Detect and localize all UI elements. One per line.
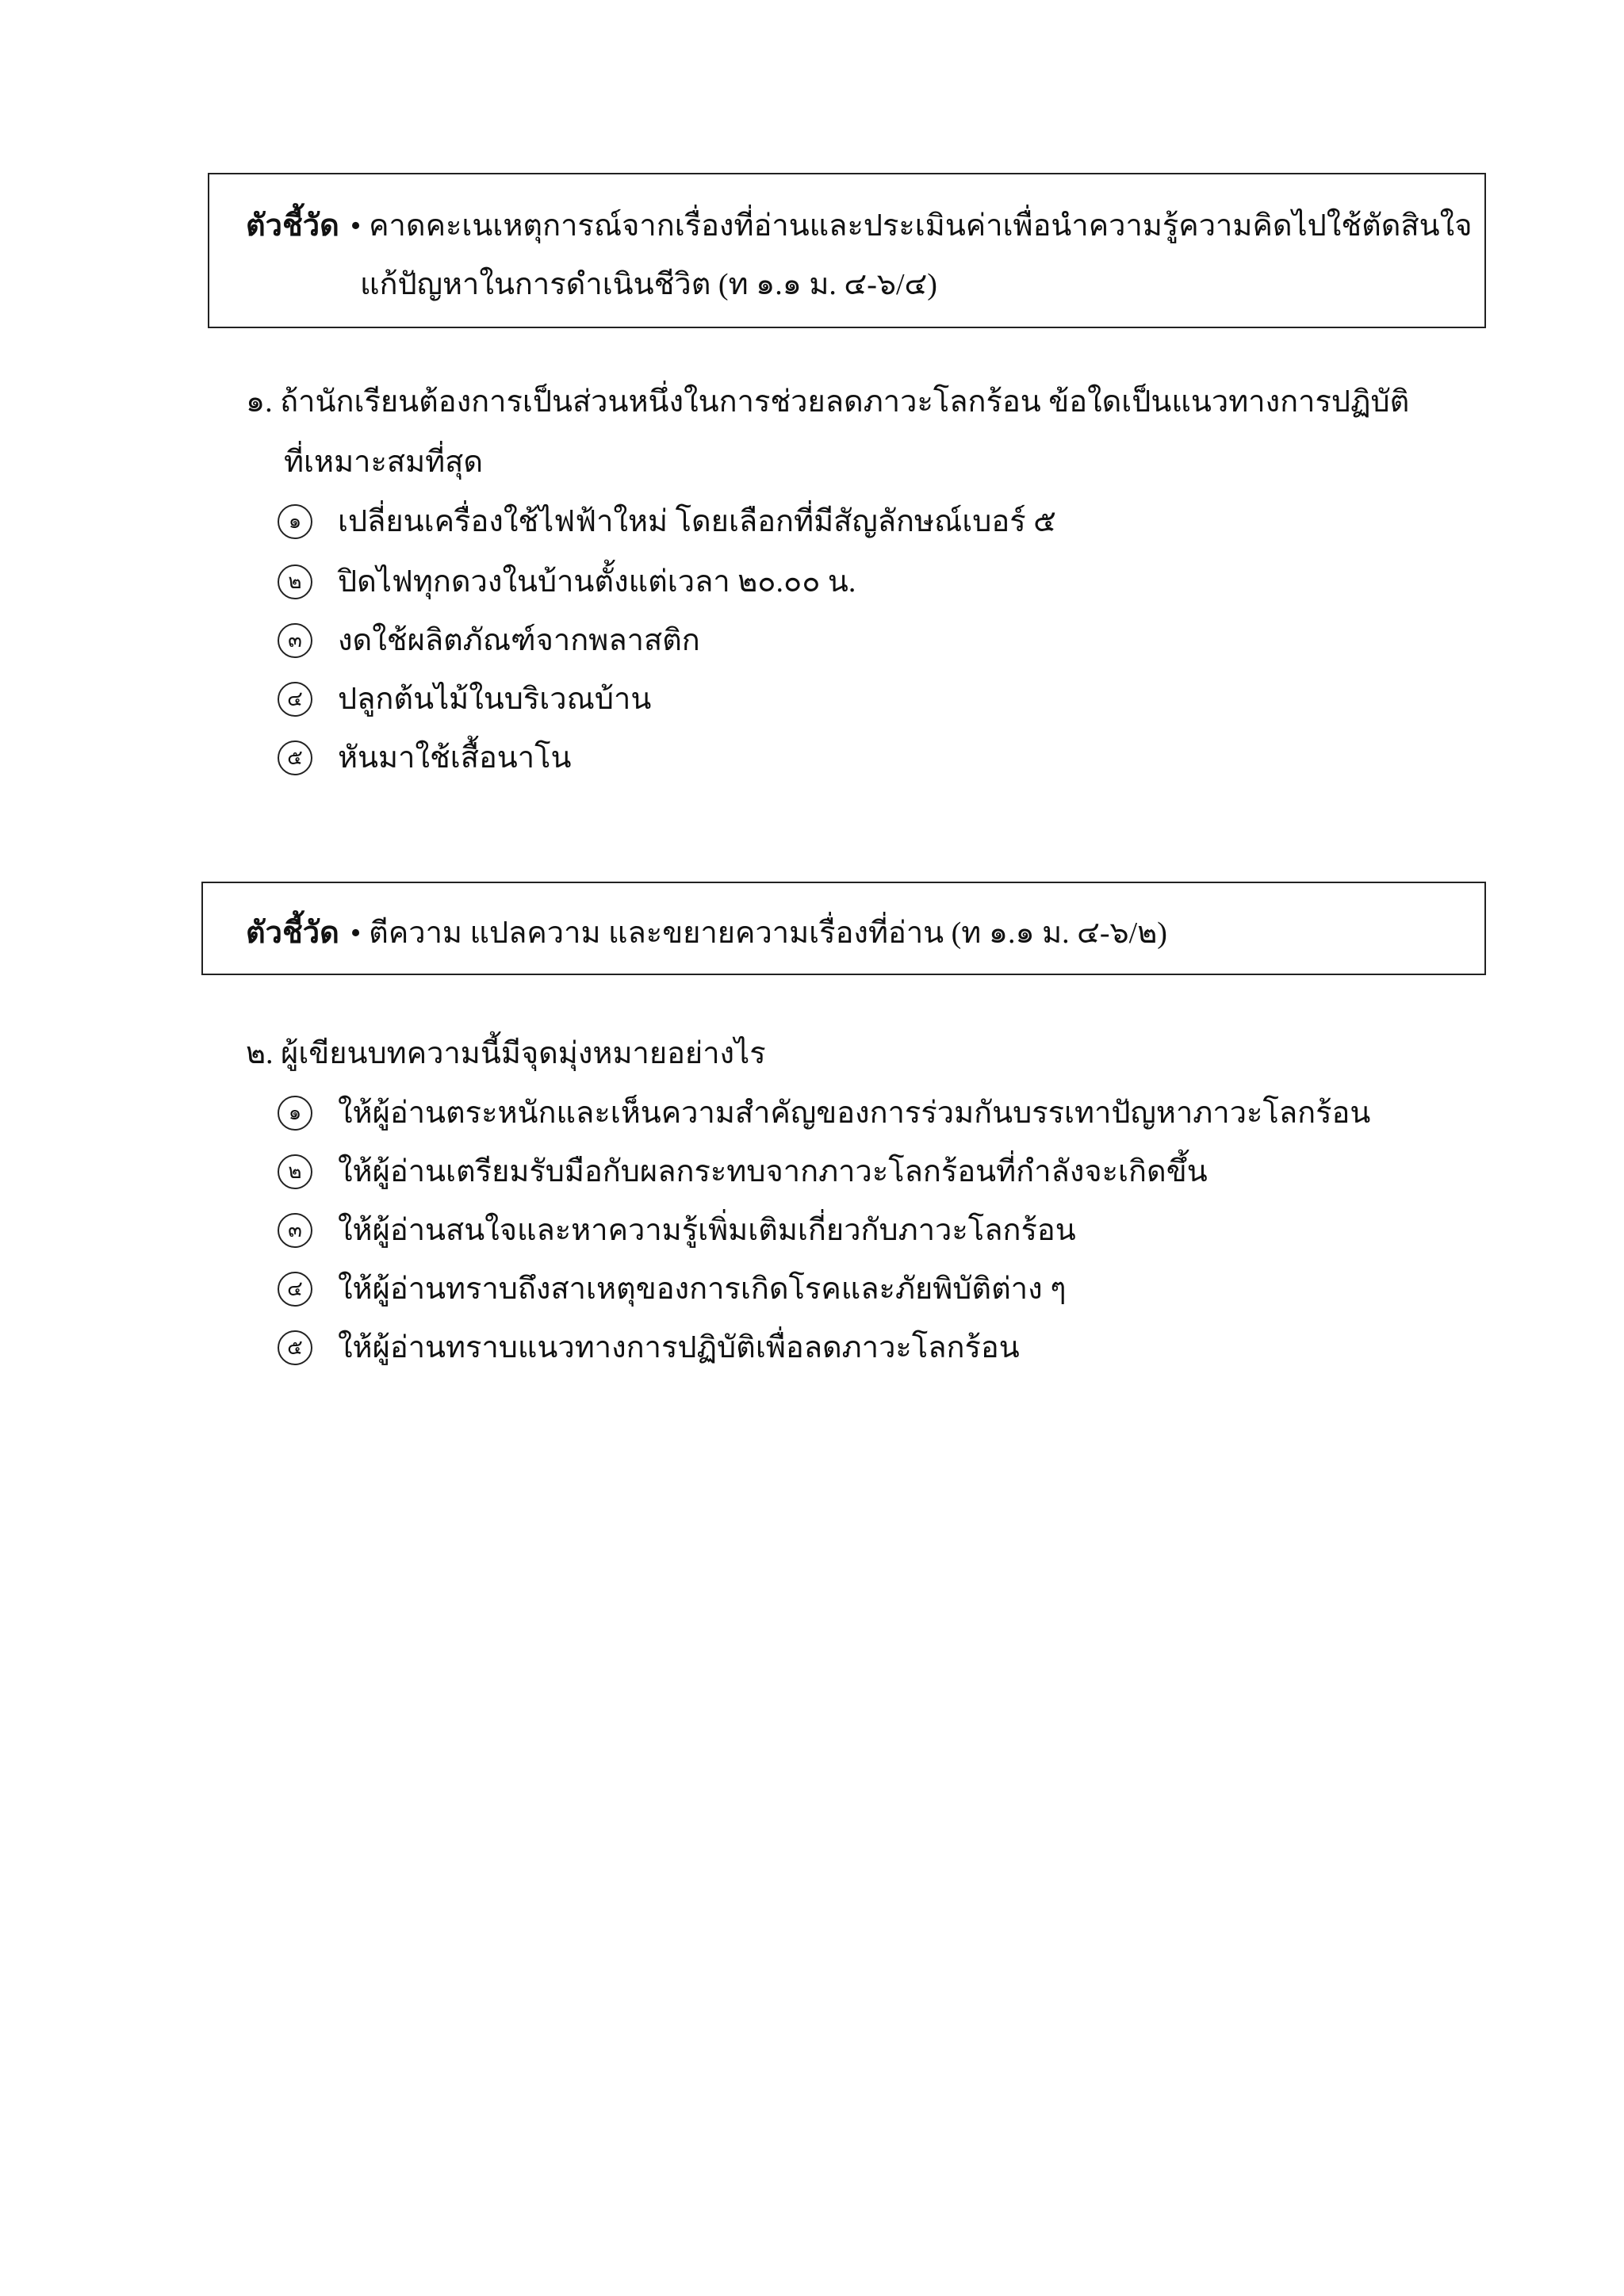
choice-number-circle: ๑ <box>278 1096 312 1131</box>
question-1-choice-1[interactable] <box>278 504 1056 539</box>
question-1-choice-3[interactable] <box>278 623 700 658</box>
choice-text: ปลูกต้นไม้ในบริเวณบ้าน <box>338 683 652 716</box>
choice-text: ให้ผู้อ่านทราบแนวทางการปฏิบัติเพื่อลดภาวะโลกร้อน <box>338 1331 1020 1364</box>
indicator-box-1 <box>208 173 1486 328</box>
indicator-label: ตัวชี้วัด <box>246 209 339 243</box>
choice-number-circle: ๓ <box>278 623 312 658</box>
choice-text: งดใช้ผลิตภัณฑ์จากพลาสติก <box>338 624 700 657</box>
choice-number-circle: ๑ <box>278 504 312 539</box>
question-2-choice-3[interactable] <box>278 1213 1076 1248</box>
question-2-choice-1[interactable] <box>278 1096 1370 1131</box>
question-2-choice-5[interactable] <box>278 1330 1020 1365</box>
choice-text: ปิดไฟทุกดวงในบ้านตั้งแต่เวลา ๒๐.๐๐ น. <box>338 565 856 599</box>
choice-text: ให้ผู้อ่านสนใจและหาความรู้เพิ่มเติมเกี่ยวกับภาวะโลกร้อน <box>338 1214 1076 1247</box>
choice-number-circle: ๕ <box>278 740 312 775</box>
indicator-1-line-2: แก้ปัญหาในการดำเนินชีวิต (ท ๑.๑ ม. ๔-๖/๔) <box>360 268 937 301</box>
choice-text: เปลี่ยนเครื่องใช้ไฟฟ้าใหม่ โดยเลือกที่มีสัญลักษณ์เบอร์ ๕ <box>338 505 1056 538</box>
choice-text: หันมาใช้เสื้อนาโน <box>338 741 572 775</box>
question-1-choice-5[interactable] <box>278 740 571 775</box>
question-2-line-1: ๒. ผู้เขียนบทความนี้มีจุดมุ่งหมายอย่างไร <box>246 1037 766 1070</box>
choice-text: ให้ผู้อ่านทราบถึงสาเหตุของการเกิดโรคและภัยพิบัติต่าง ๆ <box>338 1272 1067 1306</box>
question-1-choice-4[interactable] <box>278 682 651 717</box>
indicator-text: คาดคะเนเหตุการณ์จากเรื่องที่อ่านและประเมินค่าเพื่อนำความรู้ความคิดไปใช้ตัดสินใจ <box>369 209 1473 243</box>
choice-number-circle: ๔ <box>278 1272 312 1307</box>
indicator-1-line-1 <box>246 211 1472 241</box>
choice-number-circle: ๒ <box>278 564 312 599</box>
choice-number-circle: ๔ <box>278 682 312 717</box>
question-1-choice-2[interactable] <box>278 564 856 599</box>
question-1-line-2: ที่เหมาะสมที่สุด <box>284 446 484 479</box>
bullet-icon: • <box>350 209 362 243</box>
indicator-text: ตีความ แปลความ และขยายความเรื่องที่อ่าน (ท ๑.๑ ม. ๔-๖/๒) <box>369 916 1167 950</box>
choice-number-circle: ๒ <box>278 1154 312 1189</box>
bullet-icon: • <box>350 916 362 950</box>
choice-text: ให้ผู้อ่านเตรียมรับมือกับผลกระทบจากภาวะโลกร้อนที่กำลังจะเกิดขึ้น <box>338 1155 1208 1188</box>
indicator-label: ตัวชี้วัด <box>246 916 339 950</box>
choice-number-circle: ๕ <box>278 1330 312 1365</box>
question-2-choice-4[interactable] <box>278 1272 1067 1307</box>
choice-number-circle: ๓ <box>278 1213 312 1248</box>
choice-text: ให้ผู้อ่านตระหนักและเห็นความสำคัญของการร่วมกันบรรเทาปัญหาภาวะโลกร้อน <box>338 1096 1371 1130</box>
question-1-line-1: ๑. ถ้านักเรียนต้องการเป็นส่วนหนึ่งในการช่วยลดภาวะโลกร้อน ข้อใดเป็นแนวทางการปฏิบัติ <box>246 385 1410 419</box>
question-2-choice-2[interactable] <box>278 1154 1208 1189</box>
indicator-2-line-1 <box>246 918 1167 948</box>
